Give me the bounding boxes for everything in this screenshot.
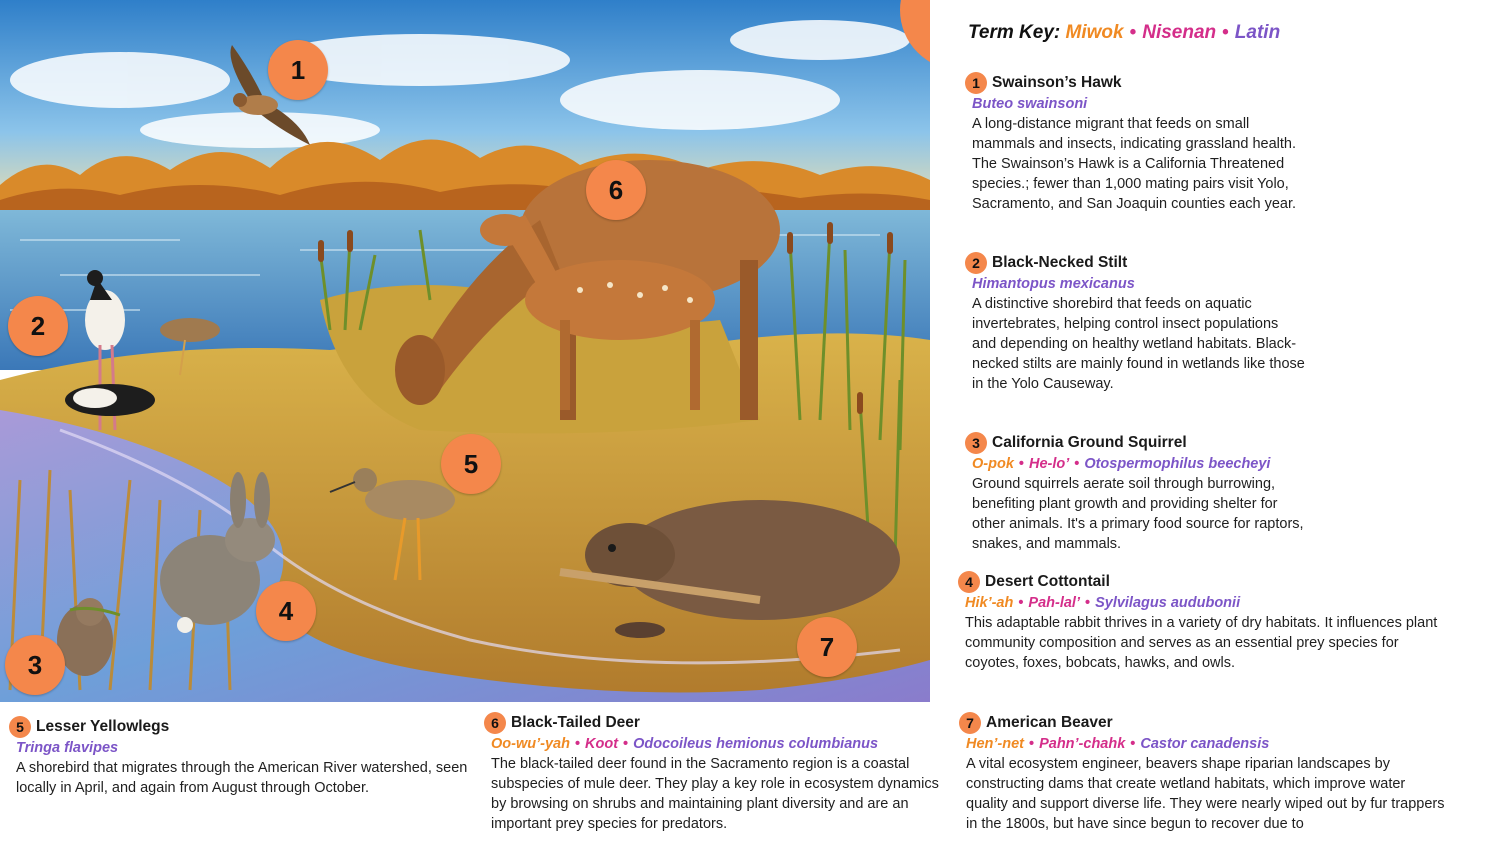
latin-name: Castor canadensis (1140, 736, 1270, 752)
term-key-label: Term Key: (968, 22, 1061, 43)
term-key-miwok: Miwok (1065, 22, 1124, 43)
miwok-name: Hik’-ah (965, 595, 1014, 611)
marker-6: 6 (586, 160, 646, 220)
marker-2: 2 (8, 296, 68, 356)
marker-1: 1 (268, 40, 328, 100)
species-description: This adaptable rabbit thrives in a variety of dry habitats. It influences plant community composition and serves as an essential prey species for coyotes, foxes, bobcats, hawks, and owls. (965, 615, 1438, 671)
species-name: American Beaver (986, 714, 1113, 731)
term-key-nisenan: Nisenan (1142, 22, 1217, 43)
latin-name: Buteo swainsoni (972, 96, 1088, 112)
marker-5: 5 (441, 434, 501, 494)
species-entry-7: 7 American Beaver Hen’-net • Pahn’-chahk • Castor canadensis A vital ecosystem engineer, beavers shape riparian landscapes by constructing dams that create wetland habitats, which improve water quality and support diverse life. They were nearly wiped out by fur trappers in the 1800s, but have since begun to recover due to (959, 712, 1449, 843)
latin-name: Tringa flavipes (16, 740, 119, 756)
species-name: Lesser Yellowlegs (36, 718, 170, 735)
latin-name: Sylvilagus audubonii (1095, 595, 1241, 611)
marker-4: 4 (256, 581, 316, 641)
species-entry-1 (965, 72, 1305, 214)
latin-name: Odocoileus hemionus columbianus (633, 736, 879, 752)
latin-name: Otospermophilus beecheyi (1084, 456, 1271, 472)
entry-number: 7 (959, 712, 981, 734)
species-entry-5 (9, 716, 479, 798)
entry-number: 6 (484, 712, 506, 734)
species-name: California Ground Squirrel (992, 434, 1187, 451)
term-key-latin: Latin (1234, 22, 1281, 43)
term-key: Term Key: Miwok • Nisenan • Latin (968, 22, 1281, 43)
entry-number: 1 (965, 72, 987, 94)
nisenan-name: Pah-lal’ (1028, 595, 1080, 611)
species-name: Black-Tailed Deer (511, 714, 640, 731)
marker-3: 3 (5, 635, 65, 695)
marker-7: 7 (797, 617, 857, 677)
miwok-name: Oo-wu’-yah (491, 736, 570, 752)
species-description: A vital ecosystem engineer, beavers shape riparian landscapes by constructing dams that create wetland habitats, which improve water quality and support diverse life. They were nearly wiped out by fur trappers in the 1800s, but have since begun to recover due to (966, 756, 1445, 832)
latin-name: Himantopus mexicanus (972, 276, 1135, 292)
species-description: The black-tailed deer found in the Sacramento region is a coastal subspecies of mule deer. They play a key role in ecosystem dynamics by browsing on shrubs and maintaining plant diversity and are an important prey species for predators. (491, 756, 939, 832)
species-entry-2 (965, 252, 1305, 394)
species-description: A shorebird that migrates through the American River watershed, seen locally in April, and again from August through October. (16, 760, 468, 796)
species-name: Black-Necked Stilt (992, 254, 1128, 271)
nisenan-name: Pahn’-chahk (1039, 736, 1126, 752)
miwok-name: Hen’-net (966, 736, 1024, 752)
species-entry-4: 4 Desert Cottontail Hik’-ah • Pah-lal’ • Sylvilagus audubonii This adaptable rabbit thrives in a variety of dry habitats. It influences plant community composition and serves as an essential prey species for coyotes, foxes, bobcats, hawks, and owls. (958, 571, 1438, 673)
species-description: Ground squirrels aerate soil through burrowing, benefiting plant growth and providing shelter for other animals. It's a primary food source for raptors, snakes, and mammals. (972, 476, 1304, 552)
species-description: A long-distance migrant that feeds on small mammals and insects, indicating grassland health. The Swainson’s Hawk is a California Threatened species.; fewer than 1,000 mating pairs visit Yolo, Sacramento, and San Joaquin counties each year. (972, 116, 1297, 212)
species-entry-3: 3 California Ground Squirrel O-pok • He-lo’ • Otospermophilus beecheyi Ground squirrels aerate soil through burrowing, benefiting plant growth and providing shelter for other animals. It's a primary food source for raptors, snakes, and mammals. (965, 432, 1310, 554)
entry-number: 2 (965, 252, 987, 274)
species-name: Desert Cottontail (985, 573, 1110, 590)
miwok-name: O-pok (972, 456, 1014, 472)
entry-number: 5 (9, 716, 31, 738)
species-entry-6: 6 Black-Tailed Deer Oo-wu’-yah • Koot • Odocoileus hemionus columbianus The black-tailed deer found in the Sacramento region is a coastal subspecies of mule deer. They play a key role in ecosystem dynamics by browsing on shrubs and maintaining plant diversity and are an important prey species for predators. (484, 712, 952, 834)
nisenan-name: Koot (585, 736, 619, 752)
species-description: A distinctive shorebird that feeds on aquatic invertebrates, helping control insect populations and depending on healthy wetland habitats. Black-necked stilts are mainly found in wetlands like those in the Yolo Causeway. (972, 296, 1305, 392)
nisenan-name: He-lo’ (1028, 456, 1070, 472)
entry-number: 4 (958, 571, 980, 593)
species-name: Swainson’s Hawk (992, 74, 1122, 91)
entry-number: 3 (965, 432, 987, 454)
